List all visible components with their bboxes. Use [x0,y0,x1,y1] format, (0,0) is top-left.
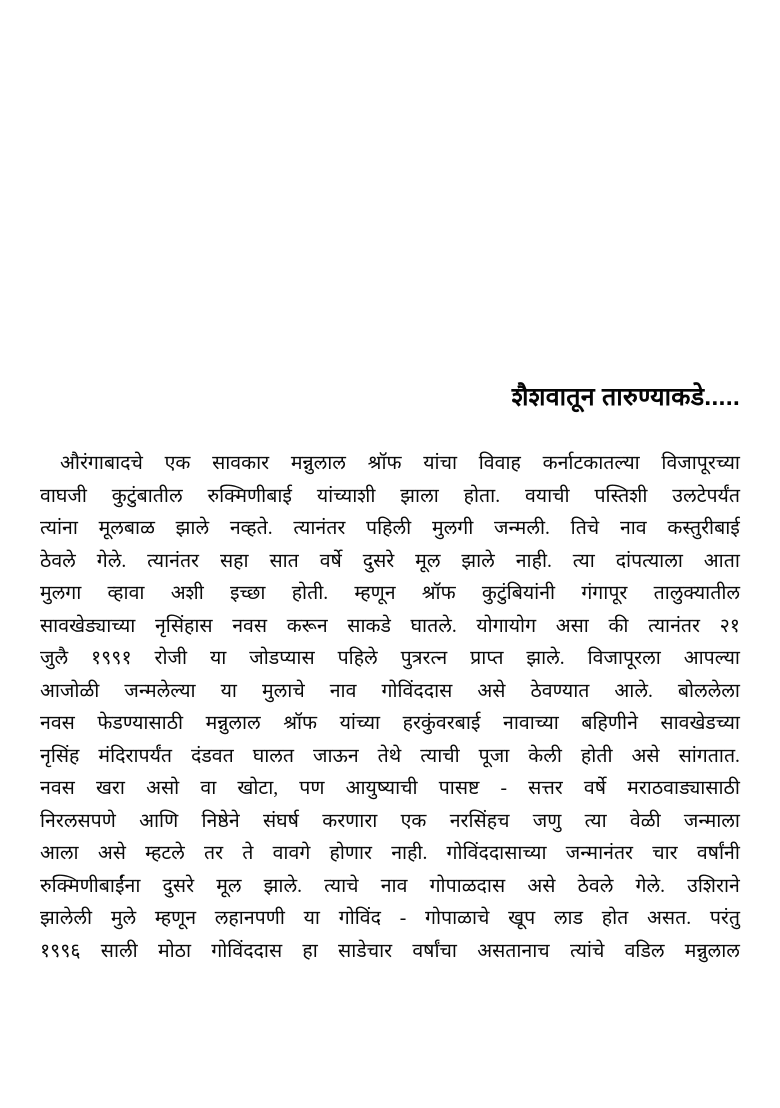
word: गोविंददास [211,940,283,962]
word: होत [601,908,629,929]
word: होती. [291,583,329,604]
word: म्हणून [354,583,396,604]
word: वेळी [629,810,661,832]
word: वयाची [524,485,570,507]
text-line [40,773,740,806]
text-line [40,838,740,871]
word: ठेवले [577,875,614,897]
word: आजोळी [40,680,100,702]
word: त्यानंतर [648,615,701,637]
word: होणार [329,843,373,864]
word: खरा [95,778,125,799]
word: मन्नुलाल [684,940,740,962]
word: वर्षे [319,550,342,572]
word: वाघजी [40,485,87,507]
word: यांच्याशी [316,485,376,507]
text-line [40,546,740,579]
body-text-block [40,448,740,968]
word: गोविंददास [381,680,453,702]
word: बोललेला [677,680,740,702]
word: घातले. [410,615,457,637]
word: प्राप्त [470,648,504,669]
word: संघर्ष [262,810,299,832]
word: २१ [719,615,740,637]
word: उलटेपर्यंत [672,485,740,507]
word: असा [555,615,589,637]
text-line [40,871,740,904]
word: साली [100,940,138,962]
word: रुक्मिणीबाई [207,485,292,507]
word: असतानाच [477,940,550,962]
word: तालुक्यातील [653,583,740,604]
text-line [40,676,740,709]
word: जाऊन [313,745,359,767]
word: आता [703,550,740,572]
word: ते [242,843,254,864]
word: झालेली [40,908,93,929]
word: जुलै [40,648,69,669]
word: होती [580,745,613,767]
word: उशिराने [687,875,740,897]
word: जन्मलेल्या [124,680,196,702]
word: हरकुंवरबाई [402,713,481,734]
word: तेथे [377,745,402,767]
word: विवाह [478,453,521,474]
word: गोपाळाचे [424,908,490,929]
text-line [40,513,740,546]
word: सावकार [212,453,270,474]
word: आले. [614,680,653,702]
word: लहानपणी [214,908,285,929]
word: सात [269,550,299,572]
text-line [40,708,740,741]
word: औरंगाबादचे [60,453,143,474]
word: श्रॉफ [367,453,402,474]
word: नृसिंहास [154,615,213,637]
word: साकडे [347,615,391,637]
word: नाही. [515,550,552,572]
word: मुले [110,908,137,929]
word: मन्नुलाल [205,713,261,734]
word: परंतु [709,908,740,929]
word: नाव [380,875,408,897]
word: व्हावा [107,583,145,604]
word: मुलगी [431,518,474,539]
word: की [608,615,629,637]
word: मन्नुलाल [290,453,346,474]
text-line [40,481,740,514]
word: श्रॉफ [283,713,318,734]
word: मंदिरापर्यंत [98,745,172,767]
word: नव्हते. [229,518,273,539]
word: पासष्ट [438,778,480,799]
word: नाव [329,680,357,702]
word: गेले. [96,550,127,572]
word: असे [477,680,506,702]
word: सावखेडच्या [660,713,740,734]
word: यांच्या [339,713,381,734]
word: झाला [400,485,439,507]
word: वर्षांनी [696,843,740,864]
word: त्याचे [324,875,359,897]
word: गोविंददासाच्या [446,843,547,864]
word: आयुष्याची [345,778,418,799]
word: नाही. [391,843,428,864]
word: वर्षे [583,778,607,799]
word: होता. [463,485,501,507]
word: पूजा [478,745,510,767]
word: योगायोग [476,615,537,637]
word: जन्मानंतर [565,843,634,864]
word: सत्तर [528,778,563,799]
word: एक [164,453,191,474]
word: दुसरे [362,550,395,572]
chapter-heading: शैशवातून तारुण्याकडे..... [511,383,740,411]
word: मोठा [157,940,192,962]
text-line [40,806,740,839]
word: गेले. [635,875,666,897]
word: विजापूरला [587,648,661,669]
word: असत. [647,908,692,929]
word: नवस [232,615,268,637]
word: पस्तिशी [594,485,648,507]
word: असे [527,875,556,897]
word: श्रॉफ [421,583,456,604]
word: नृसिंह [40,745,80,767]
word: - [500,778,508,799]
word: तिचे [570,518,600,539]
word: वा [200,778,217,799]
word: जन्माला [683,810,740,832]
word: सहा [219,550,249,572]
word: त्या [572,550,595,572]
word: जोडप्यास [249,648,315,669]
text-line [40,643,740,676]
word: मूल [216,875,242,897]
word: पुत्ररत्न [400,648,448,669]
word: मराठवाड्यासाठी [627,778,740,799]
word: रोजी [154,648,188,669]
word: असो [146,778,180,799]
word: मूलबाळ [98,518,155,539]
word: पण [299,778,325,799]
word: बहिणीने [581,713,638,734]
word: गोविंद [338,908,381,929]
text-line [40,611,740,644]
word: एक [400,810,427,832]
word: चार [652,843,678,864]
word: नरसिंहच [449,810,510,832]
word: असे [97,843,126,864]
word: फेडण्यासाठी [97,713,184,734]
text-line [40,741,740,774]
word: म्हणून [154,908,197,929]
word: या [303,908,320,929]
word: सांगतात. [678,745,740,767]
top-blank-margin [0,0,780,368]
word: मुलाचे [261,680,305,702]
word: या [220,680,237,702]
word: नावाच्या [503,713,559,734]
word: १९९१ [91,648,132,669]
word: रुक्मिणीबाईंना [40,875,141,897]
word: पहिली [366,518,412,539]
word: तर [203,843,224,864]
word: म्हटले [145,843,185,864]
word: त्या [584,810,607,832]
word: दुसरे [162,875,195,897]
word: आला [40,843,79,864]
word: मुलगा [40,583,82,604]
word: कुटुंबियांनी [481,583,556,604]
word: करणारा [322,810,378,832]
word: वावगे [272,843,311,864]
word: लाड [553,908,584,929]
word: वर्षांचा [412,940,457,962]
word: केली [528,745,562,767]
word: खूप [508,908,536,929]
word: झाले [461,550,495,572]
word: जणु [532,810,562,832]
word: साडेचार [338,940,393,962]
text-line [40,578,740,611]
word: खोटा, [237,778,279,799]
word: त्यानंतर [147,550,200,572]
word: झाले. [263,875,302,897]
word: झाले. [526,648,565,669]
word: सावखेड्याच्या [40,615,136,637]
word: असे [631,745,660,767]
word: नवस [40,778,75,799]
word: नाव [619,518,647,539]
word: निरलसपणे [40,810,116,832]
word: - [399,908,407,929]
word: झाले [175,518,210,539]
text-line [40,936,740,969]
word: पहिले [337,648,378,669]
word: गोपाळदास [429,875,506,897]
word: आणि [139,810,179,832]
word: घालत [252,745,295,767]
word: कस्तुरीबाई [667,518,740,539]
word: विजापूरच्या [661,453,740,474]
word: दंडवत [190,745,234,767]
word: इच्छा [229,583,266,604]
word: त्यानंतर [293,518,346,539]
text-line [40,448,740,481]
word: करून [286,615,328,637]
word: यांचा [423,453,458,474]
word: १९९६ [40,940,81,962]
word: या [209,648,227,669]
word: दांपत्याला [615,550,683,572]
word: नवस [40,713,75,734]
word: हा [302,940,318,962]
word: त्याची [420,745,460,767]
word: कर्नाटकातल्या [542,453,640,474]
word: अशी [170,583,204,604]
word: आपल्या [683,648,740,669]
word: गंगापूर [581,583,628,604]
word: मूल [415,550,441,572]
word: कुटुंबातील [111,485,183,507]
word: त्यांचे [569,940,605,962]
word: ठेवण्यात [530,680,590,702]
text-line [40,903,740,936]
word: वडिल [624,940,665,962]
word: निष्ठेने [201,810,240,832]
word: जन्मली. [494,518,550,539]
word: त्यांना [40,518,78,539]
word: ठेवले [40,550,76,572]
